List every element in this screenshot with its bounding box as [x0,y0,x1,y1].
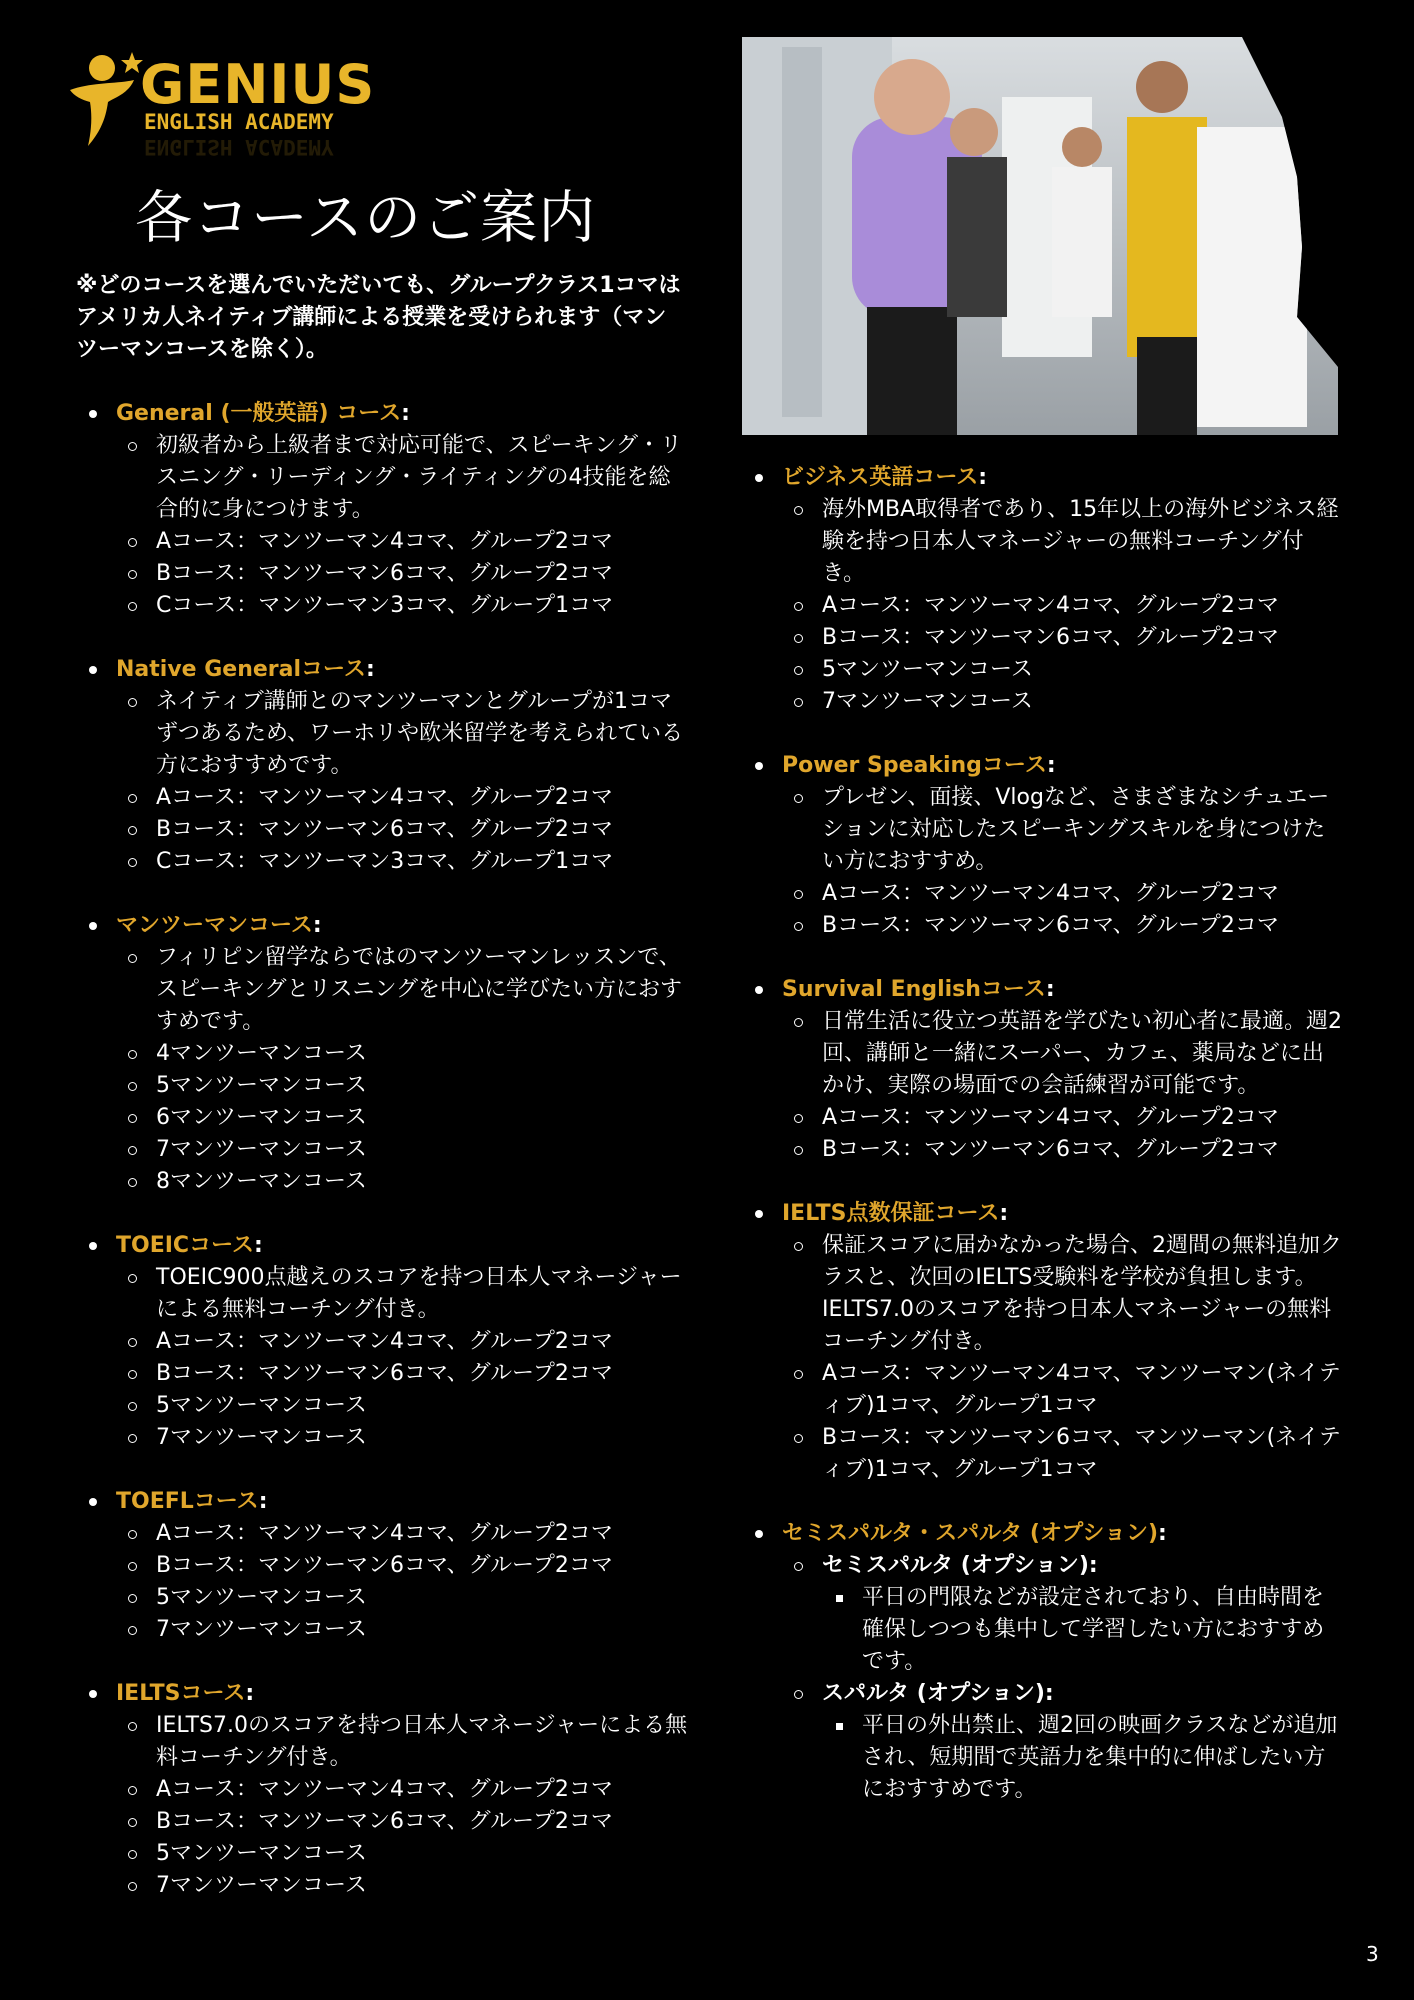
sparta-title: スパルタ (オプション): [822,1681,1054,1706]
course-detail: Bコース：マンツーマン6コマ、グループ2コマ [116,1550,692,1582]
logo-subtitle: ENGLISH ACADEMY [144,110,334,134]
left-column [76,398,692,1934]
course-detail: 7マンツーマンコース [116,1134,692,1166]
course-detail: Cコース：マンツーマン3コマ、グループ1コマ [116,590,692,622]
course-detail: Aコース：マンツーマン4コマ、グループ2コマ [782,878,1342,910]
course-detail: 8マンツーマンコース [116,1166,692,1198]
course-detail: 5マンツーマンコース [116,1582,692,1614]
course-detail: Aコース：マンツーマン4コマ、マンツーマン(ネイティブ)1コマ、グループ1コマ [782,1358,1342,1422]
genius-figure-icon [62,50,152,150]
course-list-left [76,398,692,1902]
genius-logo [62,50,382,180]
course-detail: Bコース：マンツーマン6コマ、グループ2コマ [116,558,692,590]
course-detail: Aコース：マンツーマン4コマ、グループ2コマ [116,1774,692,1806]
course-detail: Bコース：マンツーマン6コマ、グループ2コマ [782,1134,1342,1166]
sparta-list [742,1518,1342,1806]
course-detail: フィリピン留学ならではのマンツーマンレッスンで、スピーキングとリスニングを中心に学びたい方におすすめです。 [116,942,692,1038]
course-item [742,1198,1342,1486]
course-detail: 5マンツーマンコース [116,1838,692,1870]
course-detail: 7マンツーマンコース [116,1614,692,1646]
course-detail: Aコース：マンツーマン4コマ、グループ2コマ [116,1326,692,1358]
semi-sparta-description: 平日の門限などが設定されており、自由時間を確保しつつも集中して学習したい方におすすめです。 [822,1582,1342,1678]
sparta-description: 平日の外出禁止、週2回の映画クラスなどが追加され、短期間で英語力を集中的に伸ばしたい方におすすめです。 [822,1710,1342,1806]
course-title: ビジネス英語コース: [782,465,988,490]
course-detail: Aコース：マンツーマン4コマ、グループ2コマ [116,526,692,558]
course-item [742,974,1342,1166]
course-item [76,654,692,878]
course-title: IELTS点数保証コース: [782,1201,1009,1226]
course-detail: Bコース：マンツーマン6コマ、グループ2コマ [116,1806,692,1838]
course-title: Power Speakingコース: [782,753,1056,778]
course-detail: 7マンツーマンコース [782,686,1342,718]
course-detail: 5マンツーマンコース [782,654,1342,686]
course-title: マンツーマンコース: [116,913,322,938]
course-sparta [742,1518,1342,1806]
course-detail: ネイティブ講師とのマンツーマンとグループが1コマずつあるため、ワーホリや欧米留学を考えられている方におすすめです。 [116,686,692,782]
logo-wordmark: GENIUS [140,53,376,116]
page-number: 3 [1366,1942,1379,1966]
course-item [76,910,692,1198]
course-title: IELTSコース: [116,1681,255,1706]
course-detail: 4マンツーマンコース [116,1038,692,1070]
course-item [76,1678,692,1902]
course-title: General (一般英語) コース: [116,401,410,426]
course-detail: Bコース：マンツーマン6コマ、グループ2コマ [116,814,692,846]
course-detail: 5マンツーマンコース [116,1390,692,1422]
course-title: セミスパルタ・スパルタ (オプション): [782,1521,1167,1546]
course-detail: 日常生活に役立つ英語を学びたい初心者に最適。週2回、講師と一緒にスーパー、カフェ、薬局などに出かけ、実際の場面での会話練習が可能です。 [782,1006,1342,1102]
course-item [76,398,692,622]
course-list-right [742,462,1342,1486]
course-item [742,750,1342,942]
course-detail: Bコース：マンツーマン6コマ、グループ2コマ [782,622,1342,654]
right-column [742,462,1342,1838]
course-item [76,1486,692,1646]
course-detail: Aコース：マンツーマン4コマ、グループ2コマ [782,590,1342,622]
semi-sparta-item [782,1550,1342,1678]
course-title: Survival Englishコース: [782,977,1055,1002]
course-detail: Aコース：マンツーマン4コマ、グループ2コマ [116,1518,692,1550]
course-detail: 7マンツーマンコース [116,1870,692,1902]
course-detail: 初級者から上級者まで対応可能で、スピーキング・リスニング・リーディング・ライティングの4技能を総合的に身につけます。 [116,430,692,526]
course-detail: 5マンツーマンコース [116,1070,692,1102]
course-detail: Bコース：マンツーマン6コマ、グループ2コマ [782,910,1342,942]
intro-note: ※どのコースを選んでいただいても、グループクラス1コマはアメリカ人ネイティブ講師による授業を受けられます（マンツーマンコースを除く）。 [76,273,681,362]
logo-reflection: ENGLISH ACADEMY [144,135,334,159]
course-detail: 海外MBA取得者であり、15年以上の海外ビジネス経験を持つ日本人マネージャーの無料コーチング付き。 [782,494,1342,590]
course-detail: IELTS7.0のスコアを持つ日本人マネージャーによる無料コーチング付き。 [116,1710,692,1774]
course-title: TOEICコース: [116,1233,263,1258]
course-detail: Aコース：マンツーマン4コマ、グループ2コマ [782,1102,1342,1134]
course-item [76,1230,692,1454]
course-detail: Bコース：マンツーマン6コマ、グループ2コマ [116,1358,692,1390]
course-detail: Bコース：マンツーマン6コマ、マンツーマン(ネイティブ)1コマ、グループ1コマ [782,1422,1342,1486]
semi-sparta-title: セミスパルタ (オプション): [822,1553,1098,1578]
course-title: Native Generalコース: [116,657,375,682]
course-detail: プレゼン、面接、Vlogなど、さまざまなシチュエーションに対応したスピーキングスキルを身につけたい方におすすめ。 [782,782,1342,878]
course-detail: Aコース：マンツーマン4コマ、グループ2コマ [116,782,692,814]
course-item [742,462,1342,718]
students-hallway-photo [742,37,1338,435]
page-title: 各コースのご案内 [135,185,597,251]
course-detail: 保証スコアに届かなかった場合、2週間の無料追加クラスと、次回のIELTS受験料を学校が負担します。IELTS7.0のスコアを持つ日本人マネージャーの無料コーチング付き。 [782,1230,1342,1358]
course-detail: 7マンツーマンコース [116,1422,692,1454]
course-detail: 6マンツーマンコース [116,1102,692,1134]
course-detail: TOEIC900点越えのスコアを持つ日本人マネージャーによる無料コーチング付き。 [116,1262,692,1326]
course-detail: Cコース：マンツーマン3コマ、グループ1コマ [116,846,692,878]
course-title: TOEFLコース: [116,1489,268,1514]
sparta-item [782,1678,1342,1806]
